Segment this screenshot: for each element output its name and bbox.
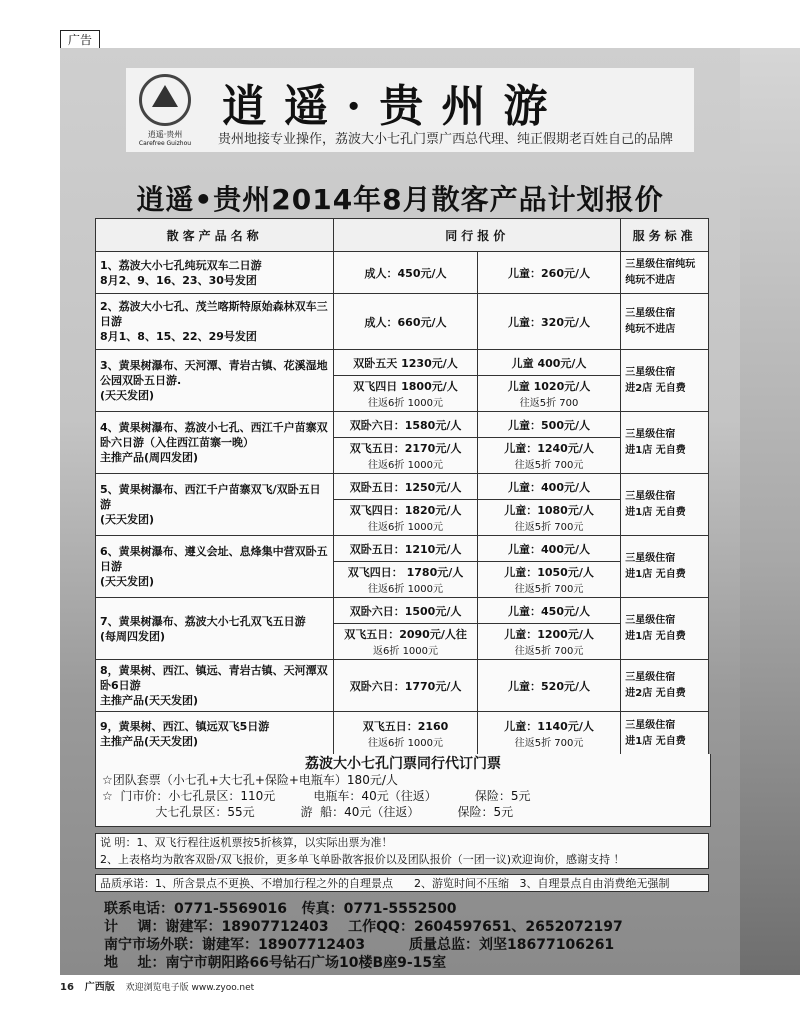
adult-price: 双飞五日：2170元/人	[349, 442, 462, 455]
adult-discount: 往返6折 1000元	[368, 522, 444, 533]
table-row	[96, 598, 709, 624]
child-discount: 往返5折 700元	[514, 584, 584, 595]
child-price: 儿童：320元/人	[477, 294, 621, 350]
service-standard: 三星级住宿纯玩	[625, 258, 696, 270]
child-price: 儿童：1200元/人	[504, 628, 594, 641]
product-schedule: (天天发团)	[100, 575, 155, 588]
product-name: 6、黄果树瀑布、遵义会址、息烽集中营双卧五日游	[100, 545, 328, 573]
page-footer	[60, 978, 254, 993]
logo-en: Carefree Guizhou	[138, 140, 192, 147]
table-row	[96, 412, 709, 438]
service-standard: 进1店 无自费	[625, 568, 686, 580]
product-schedule: 主推产品(天天发团)	[100, 734, 199, 748]
product-name: 4、黄果树瀑布、荔波小七孔、西江千户苗寨双卧六日游（入住西江苗寨一晚）	[100, 421, 328, 449]
edition-label: 广西版	[84, 982, 115, 993]
contact-line: 计 调：谢建军：18907712403 工作QQ：2604597651、2652072197	[104, 919, 623, 935]
adult-price: 双卧六日：1500元/人	[334, 598, 478, 624]
child-price: 儿童：1240元/人	[504, 442, 594, 455]
product-schedule: (每周四发团)	[100, 629, 166, 643]
ticket-title: 荔波大小七孔门票同行代订门票	[305, 756, 501, 772]
table-row	[96, 536, 709, 562]
ticket-line: ☆ 门市价：小七孔景区：110元 电瓶车：40元（往返） 保险：5元	[102, 789, 531, 803]
adult-discount: 返6折 1000元	[373, 646, 439, 657]
service-standard: 进2店 无自费	[625, 687, 686, 699]
table-row	[96, 294, 709, 350]
child-discount: 往返5折 700元	[514, 646, 584, 657]
table-row	[96, 660, 709, 712]
child-price: 儿童：400元/人	[477, 474, 621, 500]
price-table	[95, 218, 709, 756]
table-row	[96, 712, 709, 756]
col-header-product: 散客产品名称	[96, 219, 334, 252]
product-schedule: 主推产品(天天发团)	[100, 694, 199, 707]
child-price: 儿童：1140元/人	[504, 720, 594, 733]
slogan: 贵州地接专业操作，荔波大小七孔门票广西总代理、纯正假期老百姓自己的品牌	[218, 132, 674, 147]
service-standard: 三星级住宿	[625, 719, 676, 731]
contact-line: 地 址：南宁市朝阳路66号钻石广场10楼B座9-15室	[104, 955, 447, 971]
service-standard: 纯玩不进店	[625, 323, 676, 335]
adult-price: 双卧五日：1250元/人	[334, 474, 478, 500]
page-title: 逍遥•贵州2014年8月散客产品计划报价	[136, 183, 664, 216]
child-discount: 往返5折 700元	[514, 460, 584, 471]
ticket-line: 大七孔景区：55元 游 船：40元（往返） 保险：5元	[102, 805, 514, 819]
service-standard: 三星级住宿	[625, 552, 676, 564]
service-standard: 三星级住宿	[625, 428, 676, 440]
adult-price: 成人：660元/人	[334, 294, 478, 350]
service-standard: 三星级住宿	[625, 671, 676, 683]
product-name: 8，黄果树、西江、镇远、青岩古镇、天河潭双卧6日游	[100, 664, 328, 692]
adult-price: 双卧五日：1210元/人	[334, 536, 478, 562]
child-price: 儿童：400元/人	[477, 536, 621, 562]
child-price: 儿童：500元/人	[477, 412, 621, 438]
child-price: 儿童：260元/人	[477, 252, 621, 294]
child-price: 儿童：1050元/人	[504, 566, 594, 579]
contact-line: 南宁市场外联：谢建军：18907712403 质量总监：刘坚18677106261	[104, 937, 615, 953]
child-price: 儿童：450元/人	[477, 598, 621, 624]
brand-name: 逍遥·贵州游	[222, 81, 566, 132]
service-standard: 进2店 无自费	[625, 382, 686, 394]
service-standard: 纯玩不进店	[625, 274, 676, 286]
adult-price: 双飞四日：1820元/人	[349, 504, 462, 517]
notes	[95, 833, 709, 869]
service-standard: 进1店 无自费	[625, 444, 686, 456]
brand-header	[126, 68, 694, 152]
service-standard: 进1店 无自费	[625, 735, 686, 747]
product-schedule: 主推产品(周四发团)	[100, 451, 199, 464]
child-discount: 往返5折 700	[519, 398, 579, 409]
ad-tag: 广告	[60, 30, 100, 50]
product-name: 1、荔波大小七孔纯玩双车二日游	[100, 258, 262, 272]
product-name: 3、黄果树瀑布、天河潭、青岩古镇、花溪湿地公园双卧五日游.	[100, 359, 328, 387]
adult-price: 双飞四日 1800元/人	[353, 380, 458, 393]
quality-promise: 品质承诺：1、所含景点不更换、不增加行程之外的自理景点 2、游览时间不压缩 3、自理景点自由消费绝无强制	[95, 874, 709, 892]
adult-price: 双卧五天 1230元/人	[334, 350, 478, 376]
product-name: 5、黄果树瀑布、西江千户苗寨双飞/双卧五日游	[100, 483, 321, 511]
table-row	[96, 350, 709, 376]
adult-discount: 往返6折 1000元	[368, 584, 444, 595]
note-line: 2、上表格均为散客双卧/双飞报价，更多单飞单卧散客报价以及团队报价（一团一议)欢迎询价，感谢支持 ！	[100, 853, 625, 866]
contact-info	[104, 900, 740, 972]
table-row	[96, 474, 709, 500]
adult-price: 双飞五日：2090元/人往	[344, 628, 467, 641]
logo	[134, 74, 196, 148]
product-schedule: 8月1、8、15、22、29号发团	[100, 330, 257, 343]
col-header-standard: 服务标准	[621, 219, 709, 252]
contact-line: 联系电话：0771-5569016 传真：0771-5552500	[104, 901, 457, 917]
service-standard: 三星级住宿	[625, 307, 676, 319]
service-standard: 三星级住宿	[625, 366, 676, 378]
site-link[interactable]: 欢迎浏览电子版 www.zyoo.net	[125, 983, 255, 993]
child-price: 儿童 400元/人	[477, 350, 621, 376]
product-name: 9，黄果树、西江、镇远双飞5日游	[100, 719, 270, 733]
adult-price: 双卧六日：1580元/人	[334, 412, 478, 438]
adult-discount: 往返6折 1000元	[368, 738, 444, 749]
side-photo	[740, 48, 800, 975]
adult-discount: 往返6折 1000元	[368, 398, 444, 409]
adult-discount: 往返6折 1000元	[368, 460, 444, 471]
ticket-line: ☆团队套票（小七孔+大七孔+保险+电瓶车）180元/人	[102, 773, 398, 787]
child-price: 儿童 1020元/人	[507, 380, 591, 393]
adult-price: 双飞五日：2160	[362, 720, 449, 733]
adult-price: 双飞四日： 1780元/人	[347, 566, 464, 579]
col-header-price: 同行报价	[334, 219, 621, 252]
note-line: 说 明：1、双飞行程往返机票按5折核算，以实际出票为准！	[100, 836, 393, 849]
service-standard: 三星级住宿	[625, 490, 676, 502]
logo-cn: 逍遥·贵州	[147, 130, 183, 139]
child-discount: 往返5折 700元	[514, 738, 584, 749]
advert-page	[60, 48, 740, 975]
product-schedule: 8月2、9、16、23、30号发团	[100, 273, 257, 287]
product-name: 7、黄果树瀑布、荔波大小七孔双飞五日游	[100, 614, 306, 628]
product-name: 2、荔波大小七孔、茂兰喀斯特原始森林双车三日游	[100, 300, 328, 328]
adult-price: 双卧六日：1770元/人	[334, 660, 478, 712]
sailboat-icon	[139, 74, 191, 126]
page-number: 16	[60, 982, 74, 993]
ticket-section	[95, 754, 711, 827]
child-price: 儿童：1080元/人	[504, 504, 594, 517]
product-schedule: (天天发团)	[100, 389, 155, 402]
child-discount: 往返5折 700元	[514, 522, 584, 533]
service-standard: 进1店 无自费	[625, 630, 686, 642]
service-standard: 进1店 无自费	[625, 506, 686, 518]
adult-price: 成人：450元/人	[334, 252, 478, 294]
child-price: 儿童：520元/人	[477, 660, 621, 712]
product-schedule: (天天发团)	[100, 513, 155, 526]
table-row	[96, 252, 709, 294]
service-standard: 三星级住宿	[625, 614, 676, 626]
